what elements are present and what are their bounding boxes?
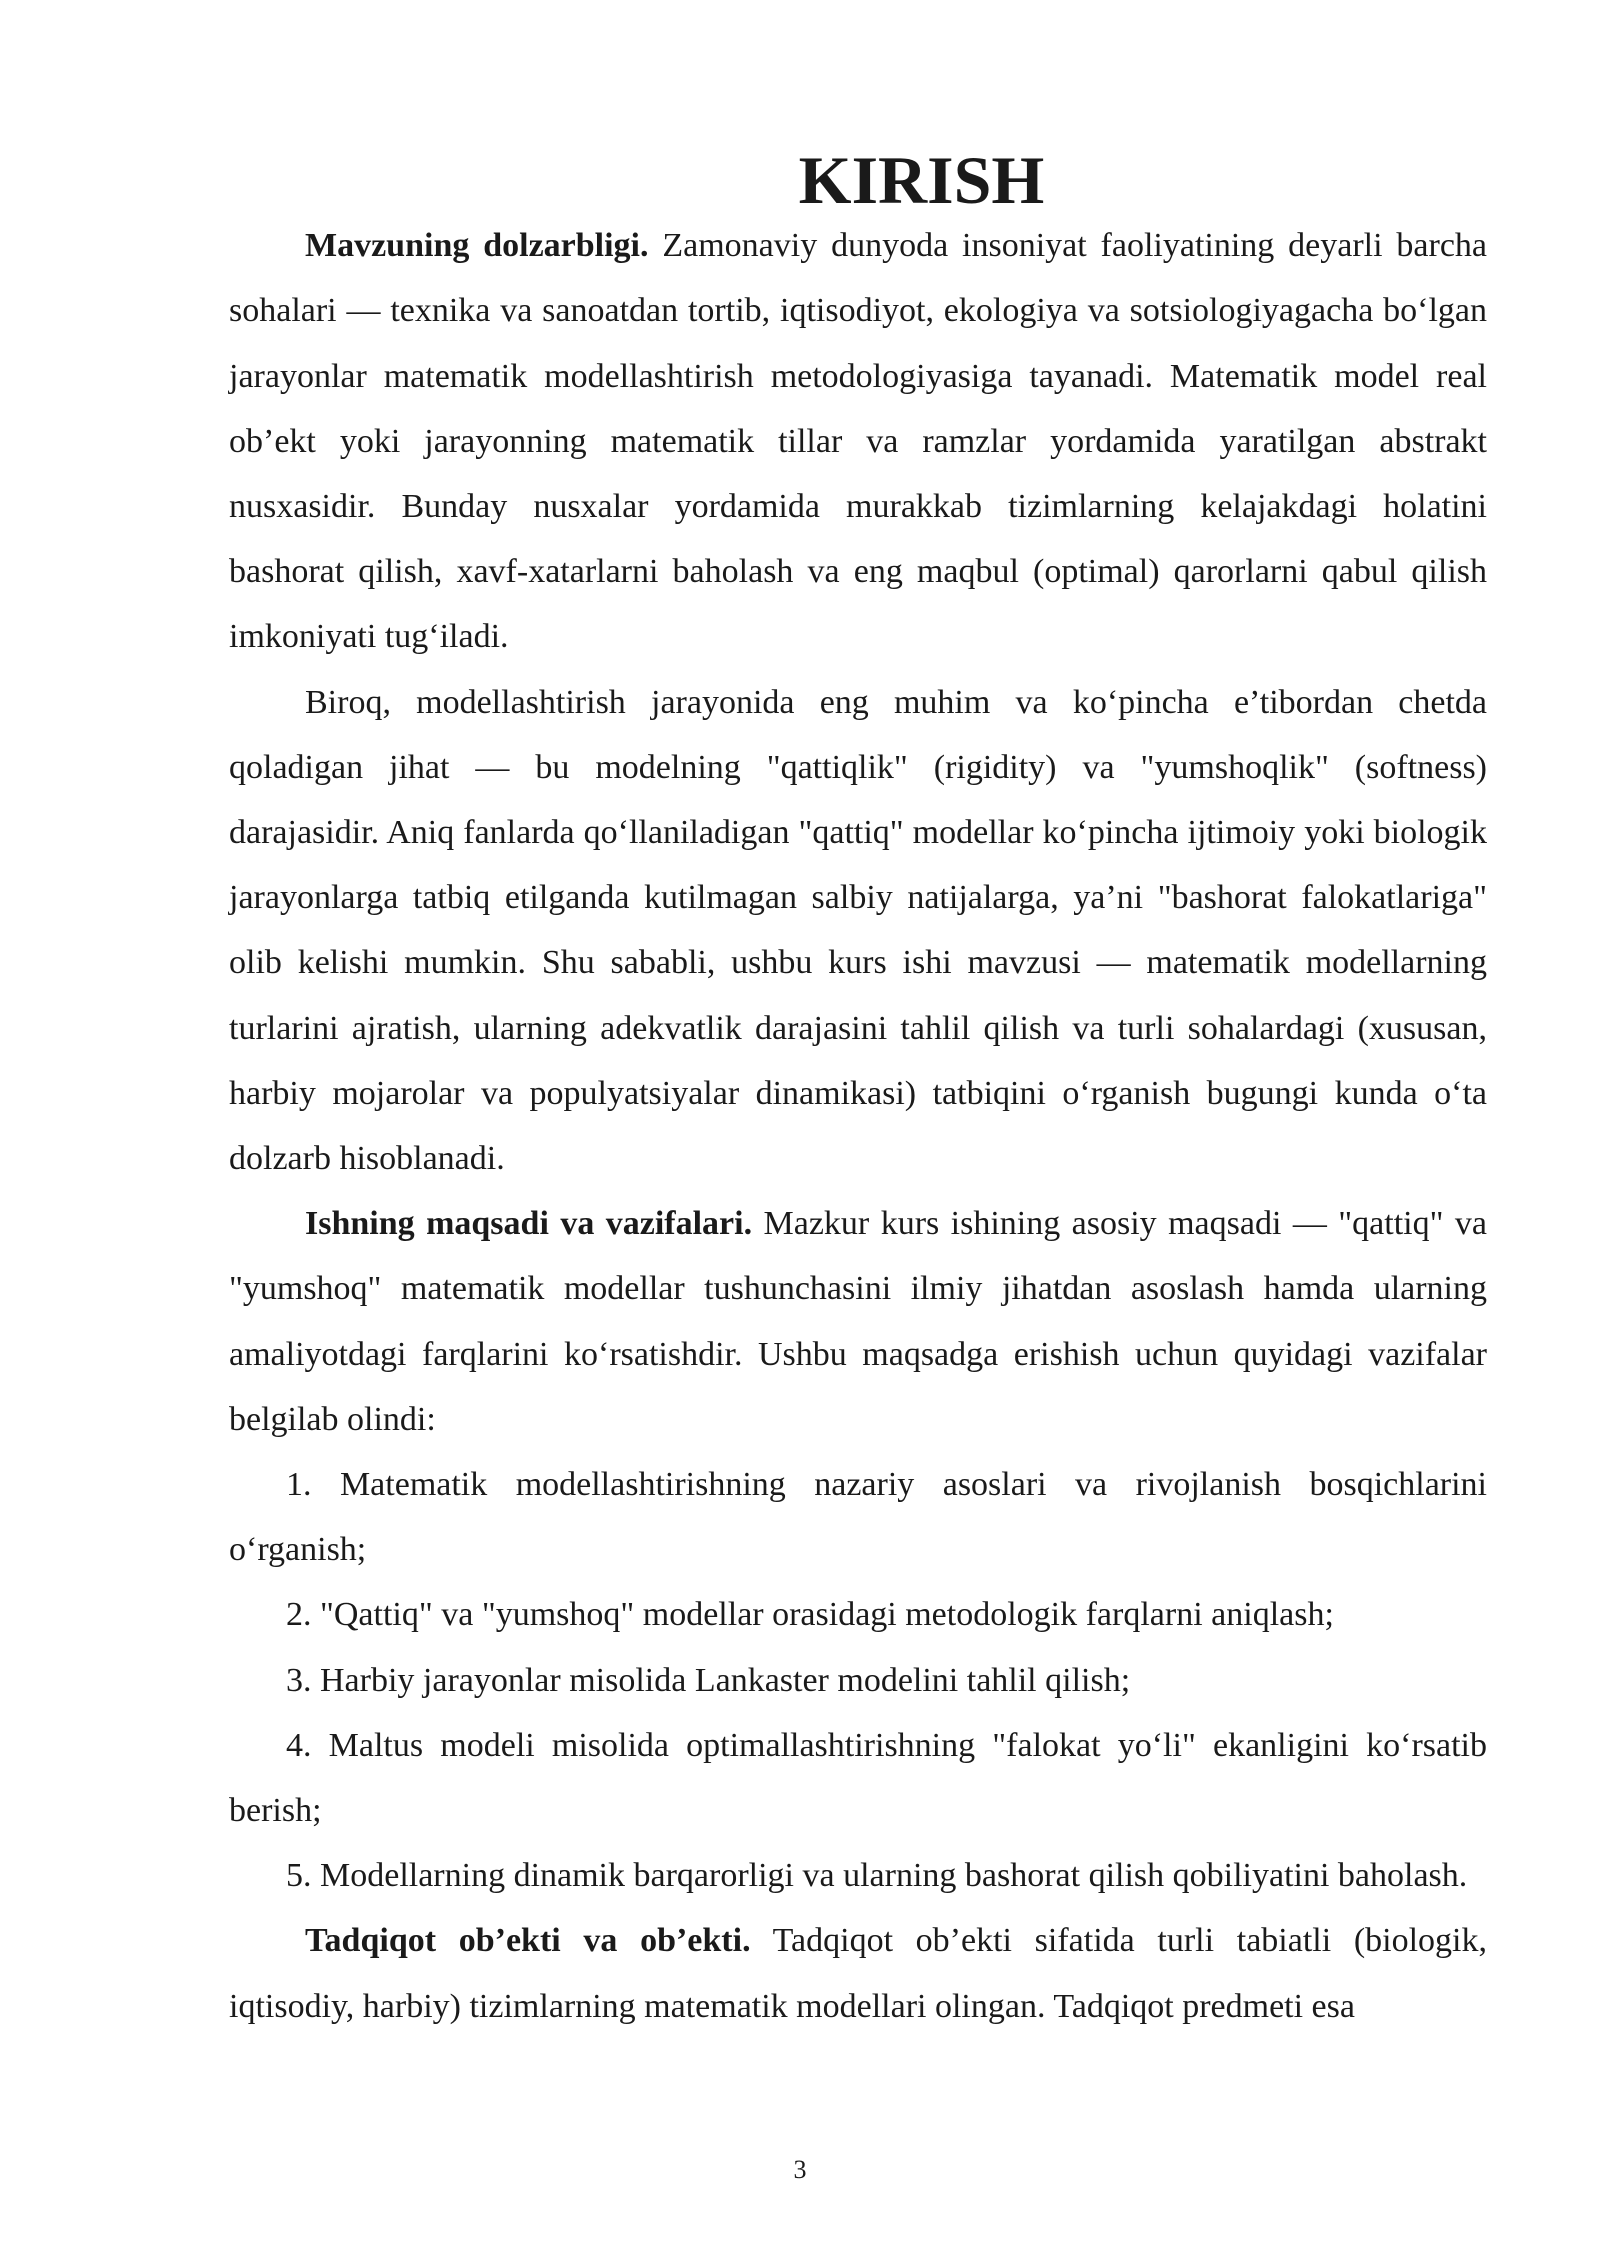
page-number: 3 [793,2155,807,2184]
paragraph-context [229,670,1487,1192]
task-item-4: 4. Maltus modeli misolida optimallashtirishning "falokat yo‘li" ekanligini ko‘rsatib berish; [229,1726,1487,1830]
paragraph-text: Tadqiqot ob’ekti sifatida turli tabiatli (biologik, iqtisodiy, harbiy) tizimlarning matematik modellari olingan. Tadqiqot predmeti esa [229,1922,1487,2025]
paragraph-object [229,1908,1487,2038]
task-item-3: 3. Harbiy jarayonlar misolida Lankaster modelini tahlil qilish; [286,1661,1131,1699]
section-title: KIRISH [798,142,1045,218]
paragraph-label: Mavzuning dolzarbligi. [305,227,649,265]
paragraph-label: Tadqiqot ob’ekti va ob’ekti. [305,1922,751,1960]
paragraph-relevance [229,213,1487,669]
paragraph-text: Zamonaviy dunyoda insoniyat faoliyatining deyarli barcha sohalari — texnika va sanoatdan tortib, iqtisodiyot, ekologiya va sotsiologiyagacha bo‘lgan jarayonlar matematik modellashtirish metodologiyasiga tayanadi. Matematik model real ob’ekt yoki jarayonning matematik tillar va ramzlar yordamida yaratilgan abstrakt nusxasidir. Bunday nusxalar yordamida murakkab tizimlarning kelajakdagi holatini bashorat qilish, xavf-xatarlarni baholash va eng maqbul (optimal) qarorlarni qabul qilish imkoniyati tug‘iladi. [229,227,1488,656]
paragraph-text: Biroq, modellashtirish jarayonida eng muhim va ko‘pincha e’tibordan chetda qoladigan jihat — bu modelning "qattiqlik" (rigidity) va "yumshoqlik" (softness) darajasidir. Aniq fanlarda qo‘llaniladigan "qattiq" modellar ko‘pincha ijtimoiy yoki biologik jarayonlarga tatbiq etilganda kutilmagan salbiy natijalarga, ya’ni "bashorat falokatlariga" olib kelishi mumkin. Shu sababli, ushbu kurs ishi mavzusi — matematik modellarning turlarini ajratish, ularning adekvatlik darajasini tahlil qilish va turli sohalardagi (xususan, harbiy mojarolar va populyatsiyalar dinamikasi) tatbiqini o‘rganish bugungi kunda o‘ta dolzarb hisoblanadi. [229,683,1487,1178]
task-item-2: 2. "Qattiq" va "yumshoq" modellar orasidagi metodologik farqlarni aniqlash; [286,1596,1334,1634]
paragraph-goals [229,1191,1487,1452]
paragraph-text: Mazkur kurs ishining asosiy maqsadi — "qattiq" va "yumshoq" matematik modellar tushunchasini ilmiy jihatdan asoslash hamda ularning amaliyotdagi farqlarini ko‘rsatishdir. Ushbu maqsadga erishish uchun quyidagi vazifalar belgilab olindi: [229,1205,1487,1438]
task-item-5: 5. Modellarning dinamik barqarorligi va ularning bashorat qilish qobiliyatini baholash. [286,1857,1468,1895]
document-page [229,142,1488,2039]
task-item-1: 1. Matematik modellashtirishning nazariy asoslari va rivojlanish bosqichlarini o‘rganish; [229,1466,1487,1569]
paragraph-label: Ishning maqsadi va vazifalari. [305,1205,753,1243]
